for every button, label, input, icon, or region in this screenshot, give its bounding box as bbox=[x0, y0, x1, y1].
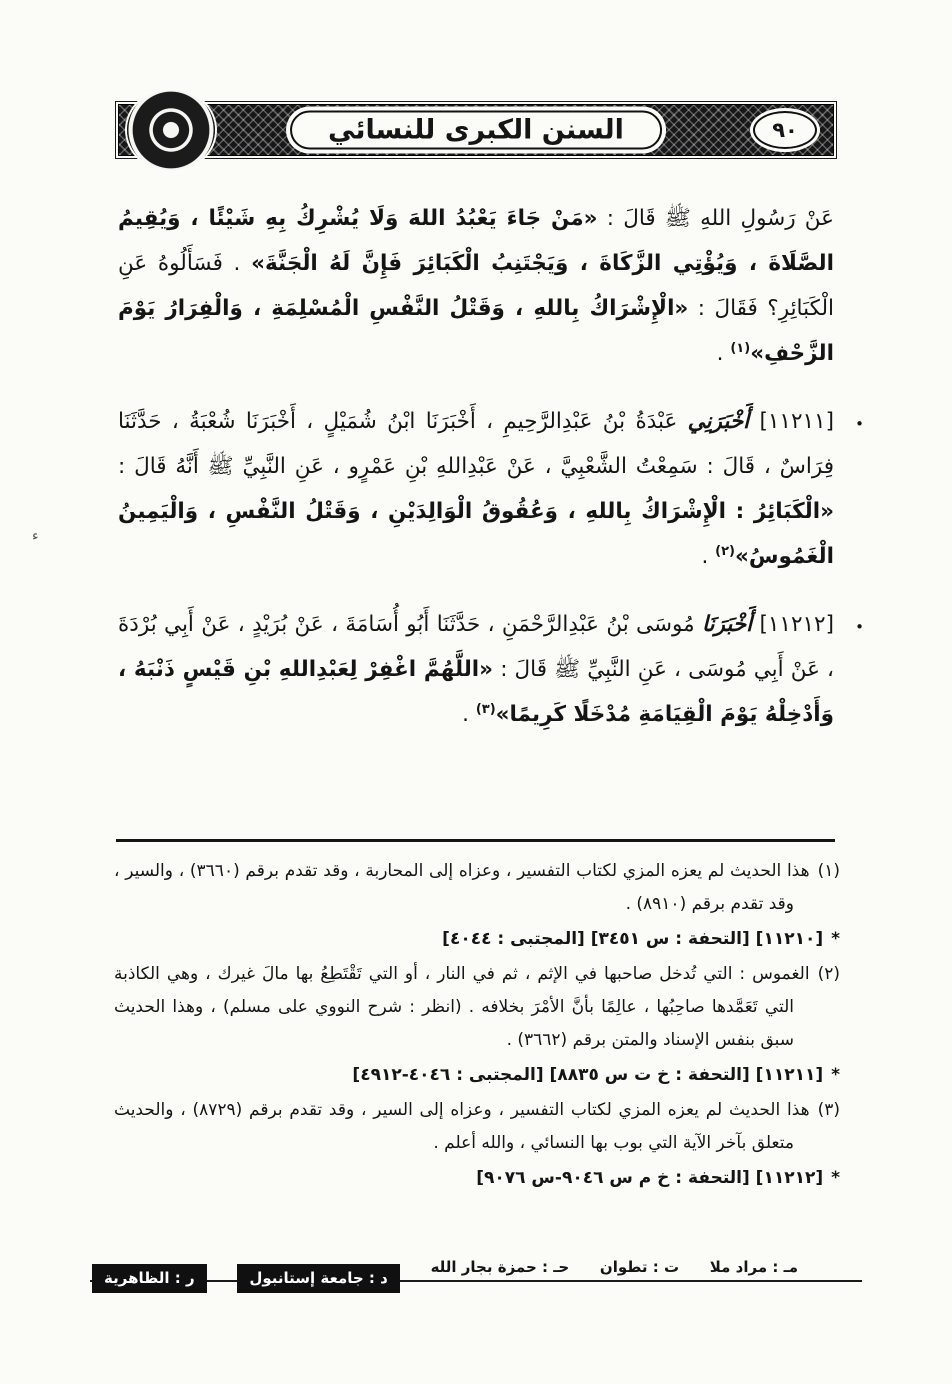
text-segment: عَنْ رَسُولِ اللهِ ﷺ قَالَ : bbox=[597, 206, 834, 231]
text-segment: «مَنْ جَاءَ يَعْبُدُ اللهَ وَلَا يُشْرِكُ بِهِ شَيْئًا ، وَيُقِيمُ الصَّلَاةَ ، وَيُؤْتِي الزَّكَاةَ ، وَيَجْتَنِبُ الْكَبَائِرَ فَإِنَّ لَهُ الْجَنَّةَ» bbox=[118, 206, 834, 276]
text-segment: «الْإِشْرَاكُ بِاللهِ ، وَقَتْلُ النَّفْسِ الْمُسْلِمَةِ ، وَالْفِرَارُ يَوْمَ الزَّحْفِ» bbox=[118, 296, 834, 366]
publisher-seal-icon bbox=[127, 90, 215, 170]
footnote-marker: (١) bbox=[817, 861, 840, 881]
margin-mark: ء bbox=[32, 528, 39, 544]
source-reference-line bbox=[114, 1162, 840, 1195]
footer-items bbox=[90, 1256, 862, 1302]
text-segment: . bbox=[716, 341, 731, 366]
source-reference-line bbox=[114, 1059, 840, 1092]
title-cartouche bbox=[290, 111, 662, 150]
text-segment: مُوسَى بْنُ عَبْدِالرَّحْمَنِ ، حَدَّثَنَا أَبُو أُسَامَةَ ، عَنْ بُرَيْدٍ ، عَنْ أَبِي بُرْدَةَ ، عَنْ أَبِي مُوسَى ، عَنِ النَّبِيِّ ﷺ قَالَ : bbox=[118, 612, 834, 682]
hadith-paragraph bbox=[118, 602, 864, 740]
page-number: ٩٠ bbox=[772, 118, 798, 142]
footer-item: حـ : حمزة بجار الله bbox=[430, 1258, 570, 1276]
text-segment: [١١٢١١] bbox=[749, 409, 834, 434]
footnote bbox=[114, 958, 840, 1057]
footer-item: مـ : مراد ملا bbox=[709, 1258, 798, 1276]
footnotes-section bbox=[114, 855, 840, 1197]
footnote-ref: (١) bbox=[730, 341, 751, 356]
footnote-ref: (٢) bbox=[715, 544, 735, 559]
hadith-paragraph bbox=[118, 196, 834, 379]
footnote-text: هذا الحديث لم يعزه المزي لكتاب التفسير ، وعزاه إلى المحاربة ، وقد تقدم برقم (٣٦٦٠) ، والسير ، وقد تقدم برقم (٨٩١٠) . bbox=[114, 861, 810, 914]
hadith-text bbox=[118, 196, 864, 760]
footnote bbox=[114, 1094, 840, 1160]
footnote-text: [١١٢١٠] [التحفة : س ٣٤٥١] [المجتبى : ٤٠٤٤] bbox=[442, 929, 824, 949]
paragraph-bullet: • bbox=[855, 618, 864, 636]
paragraph-bullet: • bbox=[855, 415, 864, 433]
text-segment: عَبْدَةُ بْنُ عَبْدِالرَّحِيمِ ، أَخْبَرَنَا ابْنُ شُمَيْلٍ ، أَخْبَرَنَا شُعْبَةُ ، حَدَّثَنَا فِرَاسٌ ، قَالَ : سَمِعْتُ الشَّعْبِيَّ ، عَنْ عَبْدِاللهِ بْنِ عَمْرٍو ، عَنِ النَّبِيِّ ﷺ أَنَّهُ قَالَ : bbox=[118, 409, 834, 479]
footnote-separator bbox=[116, 839, 835, 842]
footnote-text: [١١٢١١] [التحفة : خ ت س ٨٨٣٥] [المجتبى : ٤٠٤٦-٤٩١٢] bbox=[352, 1065, 824, 1085]
page-number-cartouche bbox=[753, 111, 817, 149]
footnote-marker: * bbox=[831, 1168, 840, 1188]
text-segment: أَخْبَرَنِي bbox=[687, 409, 750, 434]
footnote-ref: (٣) bbox=[475, 702, 496, 717]
text-segment: «الْكَبَائِرُ : الْإِشْرَاكُ بِاللهِ ، وَعُقُوقُ الْوَالِدَيْنِ ، وَقَتْلُ النَّفْسِ ، وَالْيَمِينُ الْغَمُوسُ» bbox=[118, 499, 834, 569]
footer-item: ر : الظاهرية bbox=[92, 1264, 207, 1293]
text-segment: . bbox=[701, 544, 716, 569]
text-segment: . فَسَأَلُوهُ عَنِ الْكَبَائِرِ؟ فَقَالَ : bbox=[118, 251, 834, 321]
footnote-marker: (٢) bbox=[817, 964, 840, 984]
source-reference-line bbox=[114, 923, 840, 956]
page-footer bbox=[90, 1256, 862, 1302]
footnote-marker: (٣) bbox=[817, 1100, 840, 1120]
footnote-text: هذا الحديث لم يعزه المزي لكتاب التفسير ، وعزاه إلى السير ، وقد تقدم برقم (٨٧٢٩) ، والحديث متعلق بآخر الآية التي بوب بها النسائي ، والله أعلم . bbox=[114, 1100, 810, 1153]
book-title: السنن الكبرى للنسائي bbox=[328, 114, 624, 146]
footer-item: ت : تطوان bbox=[599, 1258, 680, 1276]
footer-item: د : جامعة إستانبول bbox=[237, 1264, 399, 1293]
footnote-text: الغموس : التي تُدخل صاحبها في الإثم ، ثم في النار ، أو التي تَقْتَطِعُ بها مالَ غيرك ، وهي الكاذبة التي تَعَمَّدها صاحِبُها ، عالِمًا بأنَّ الأمْرَ بخلافه . (انظر : شرح النووي على مسلم) ، وهذا الحديث سبق بنفس الإسناد والمتن برقم (٣٦٦٢) . bbox=[114, 964, 810, 1050]
footnote-marker: * bbox=[831, 1065, 840, 1085]
footnote bbox=[114, 855, 840, 921]
text-segment: أَخْبَرَنَا bbox=[701, 612, 753, 637]
text-segment: [١١٢١٢] bbox=[752, 612, 834, 637]
text-segment: . bbox=[462, 702, 476, 727]
footnote-text: [١١٢١٢] [التحفة : خ م س ٩٠٤٦-س ٩٠٧٦] bbox=[476, 1168, 824, 1188]
hadith-paragraph bbox=[118, 399, 864, 582]
text-segment: «اللَّهُمَّ اغْفِرْ لِعَبْدِاللهِ بْنِ قَيْسٍ ذَنْبَهُ ، وَأَدْخِلْهُ يَوْمَ الْقِيَامَةِ مُدْخَلًا كَرِيمًا» bbox=[118, 657, 834, 727]
footnote-marker: * bbox=[831, 929, 840, 949]
ornament-band bbox=[118, 104, 834, 156]
